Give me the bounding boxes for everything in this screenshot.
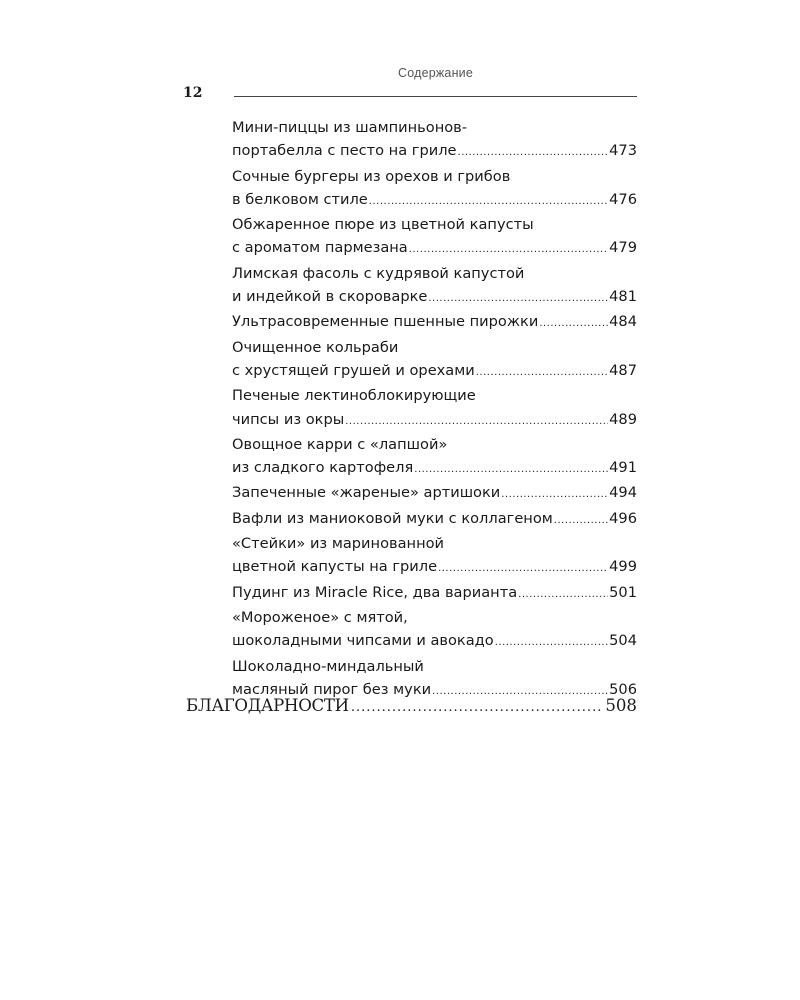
toc-entry-text: Печеные лектиноблокирующие — [232, 387, 476, 405]
toc-entry-text: масляный пирог без муки — [232, 680, 432, 698]
toc-section-title: БЛАГОДАРНОСТИ — [186, 696, 349, 715]
toc-entry-text: с хрустящей грушей и орехами — [232, 361, 475, 379]
toc-entry-text: Запеченные «жареные» артишоки — [232, 484, 501, 502]
toc-entry-page: 473 — [609, 142, 637, 160]
dot-leader — [458, 141, 609, 164]
toc-entry-text: Пудинг из Miracle Rice, два варианта — [232, 583, 518, 601]
toc-entry-text: из сладкого картофеля — [232, 459, 414, 477]
dot-leader — [345, 410, 608, 433]
dot-leader — [495, 631, 608, 654]
toc-entry[interactable] — [232, 262, 637, 311]
toc-entry-page: 481 — [609, 288, 637, 306]
toc-entry-page: 506 — [609, 680, 637, 698]
toc-entry-text: Обжаренное пюре из цветной капусты — [232, 216, 534, 234]
toc-entry[interactable] — [232, 213, 637, 262]
toc-entry-text: шоколадными чипсами и авокадо — [232, 632, 494, 650]
toc-entry-text: чипсы из окры — [232, 410, 345, 428]
toc-entry-text: Лимская фасоль с кудрявой капустой — [232, 264, 525, 282]
table-of-contents — [232, 116, 637, 703]
toc-entry-last-line — [232, 481, 637, 506]
toc-section-acknowledgements[interactable] — [186, 696, 637, 715]
toc-entry-page: 496 — [609, 509, 637, 527]
toc-entry-page: 504 — [609, 632, 637, 650]
toc-entry-last-line — [232, 236, 637, 261]
toc-entry-text: Овощное карри с «лапшой» — [232, 435, 448, 453]
toc-entry[interactable] — [232, 116, 637, 165]
toc-entry-text: портабелла с песто на гриле — [232, 142, 457, 160]
dot-leader — [438, 557, 608, 580]
toc-entry[interactable] — [232, 481, 637, 506]
toc-entry[interactable] — [232, 384, 637, 433]
toc-entry-text: и индейкой в скороварке — [232, 288, 428, 306]
toc-section-page: 508 — [605, 696, 637, 715]
toc-entry-text: «Мороженое» с мятой, — [232, 608, 408, 626]
toc-entry-last-line — [232, 629, 637, 654]
toc-entry-text: Ультрасовременные пшенные пирожки — [232, 313, 539, 331]
toc-entry-page: 494 — [609, 484, 637, 502]
toc-entry-page: 476 — [609, 190, 637, 208]
toc-entry-last-line — [232, 188, 637, 213]
toc-entry-last-line — [232, 507, 637, 532]
toc-entry-text: Очищенное кольраби — [232, 338, 399, 356]
dot-leader — [414, 458, 608, 481]
toc-entry[interactable] — [232, 336, 637, 385]
toc-entry-page: 484 — [609, 313, 637, 331]
toc-entry-text: с ароматом пармезана — [232, 239, 408, 257]
toc-entry-page: 499 — [609, 558, 637, 576]
toc-entry-last-line — [232, 310, 637, 335]
toc-entry-page: 489 — [609, 410, 637, 428]
toc-entry[interactable] — [232, 532, 637, 581]
toc-entry-page: 479 — [609, 239, 637, 257]
toc-entry-last-line — [232, 555, 637, 580]
dot-leader — [409, 238, 608, 261]
toc-entry-text: «Стейки» из маринованной — [232, 535, 445, 553]
toc-entry-page: 501 — [609, 583, 637, 601]
toc-entry-text: Сочные бургеры из орехов и грибов — [232, 167, 511, 185]
dot-leader — [476, 361, 608, 384]
page-number: 12 — [183, 85, 203, 101]
toc-entry-text: цветной капусты на гриле — [232, 558, 438, 576]
toc-entry-last-line — [232, 359, 637, 384]
toc-entry-last-line — [232, 456, 637, 481]
toc-entry-last-line — [232, 139, 637, 164]
dot-leader — [369, 190, 608, 213]
dot-leader — [501, 483, 608, 506]
toc-entry[interactable] — [232, 606, 637, 655]
toc-entry-last-line — [232, 581, 637, 606]
toc-entry-page: 487 — [609, 361, 637, 379]
toc-entry-page: 491 — [609, 459, 637, 477]
dot-leader — [351, 700, 603, 715]
toc-entry[interactable] — [232, 433, 637, 482]
dot-leader — [539, 312, 608, 335]
toc-entry-text: Вафли из маниоковой муки с коллагеном — [232, 509, 553, 527]
header-rule — [234, 96, 637, 97]
running-title: Содержание — [397, 66, 474, 80]
toc-entry-text: в белковом стиле — [232, 190, 368, 208]
toc-entry[interactable] — [232, 507, 637, 532]
toc-entry[interactable] — [232, 165, 637, 214]
toc-entry-last-line — [232, 408, 637, 433]
dot-leader — [554, 509, 608, 532]
dot-leader — [518, 583, 608, 606]
toc-entry-text: Шоколадно-миндальный — [232, 657, 424, 675]
toc-entry-text: Мини-пиццы из шампиньонов- — [232, 119, 468, 136]
toc-entry[interactable] — [232, 581, 637, 606]
toc-entry-last-line — [232, 285, 637, 310]
dot-leader — [428, 287, 608, 310]
toc-entry[interactable] — [232, 310, 637, 335]
